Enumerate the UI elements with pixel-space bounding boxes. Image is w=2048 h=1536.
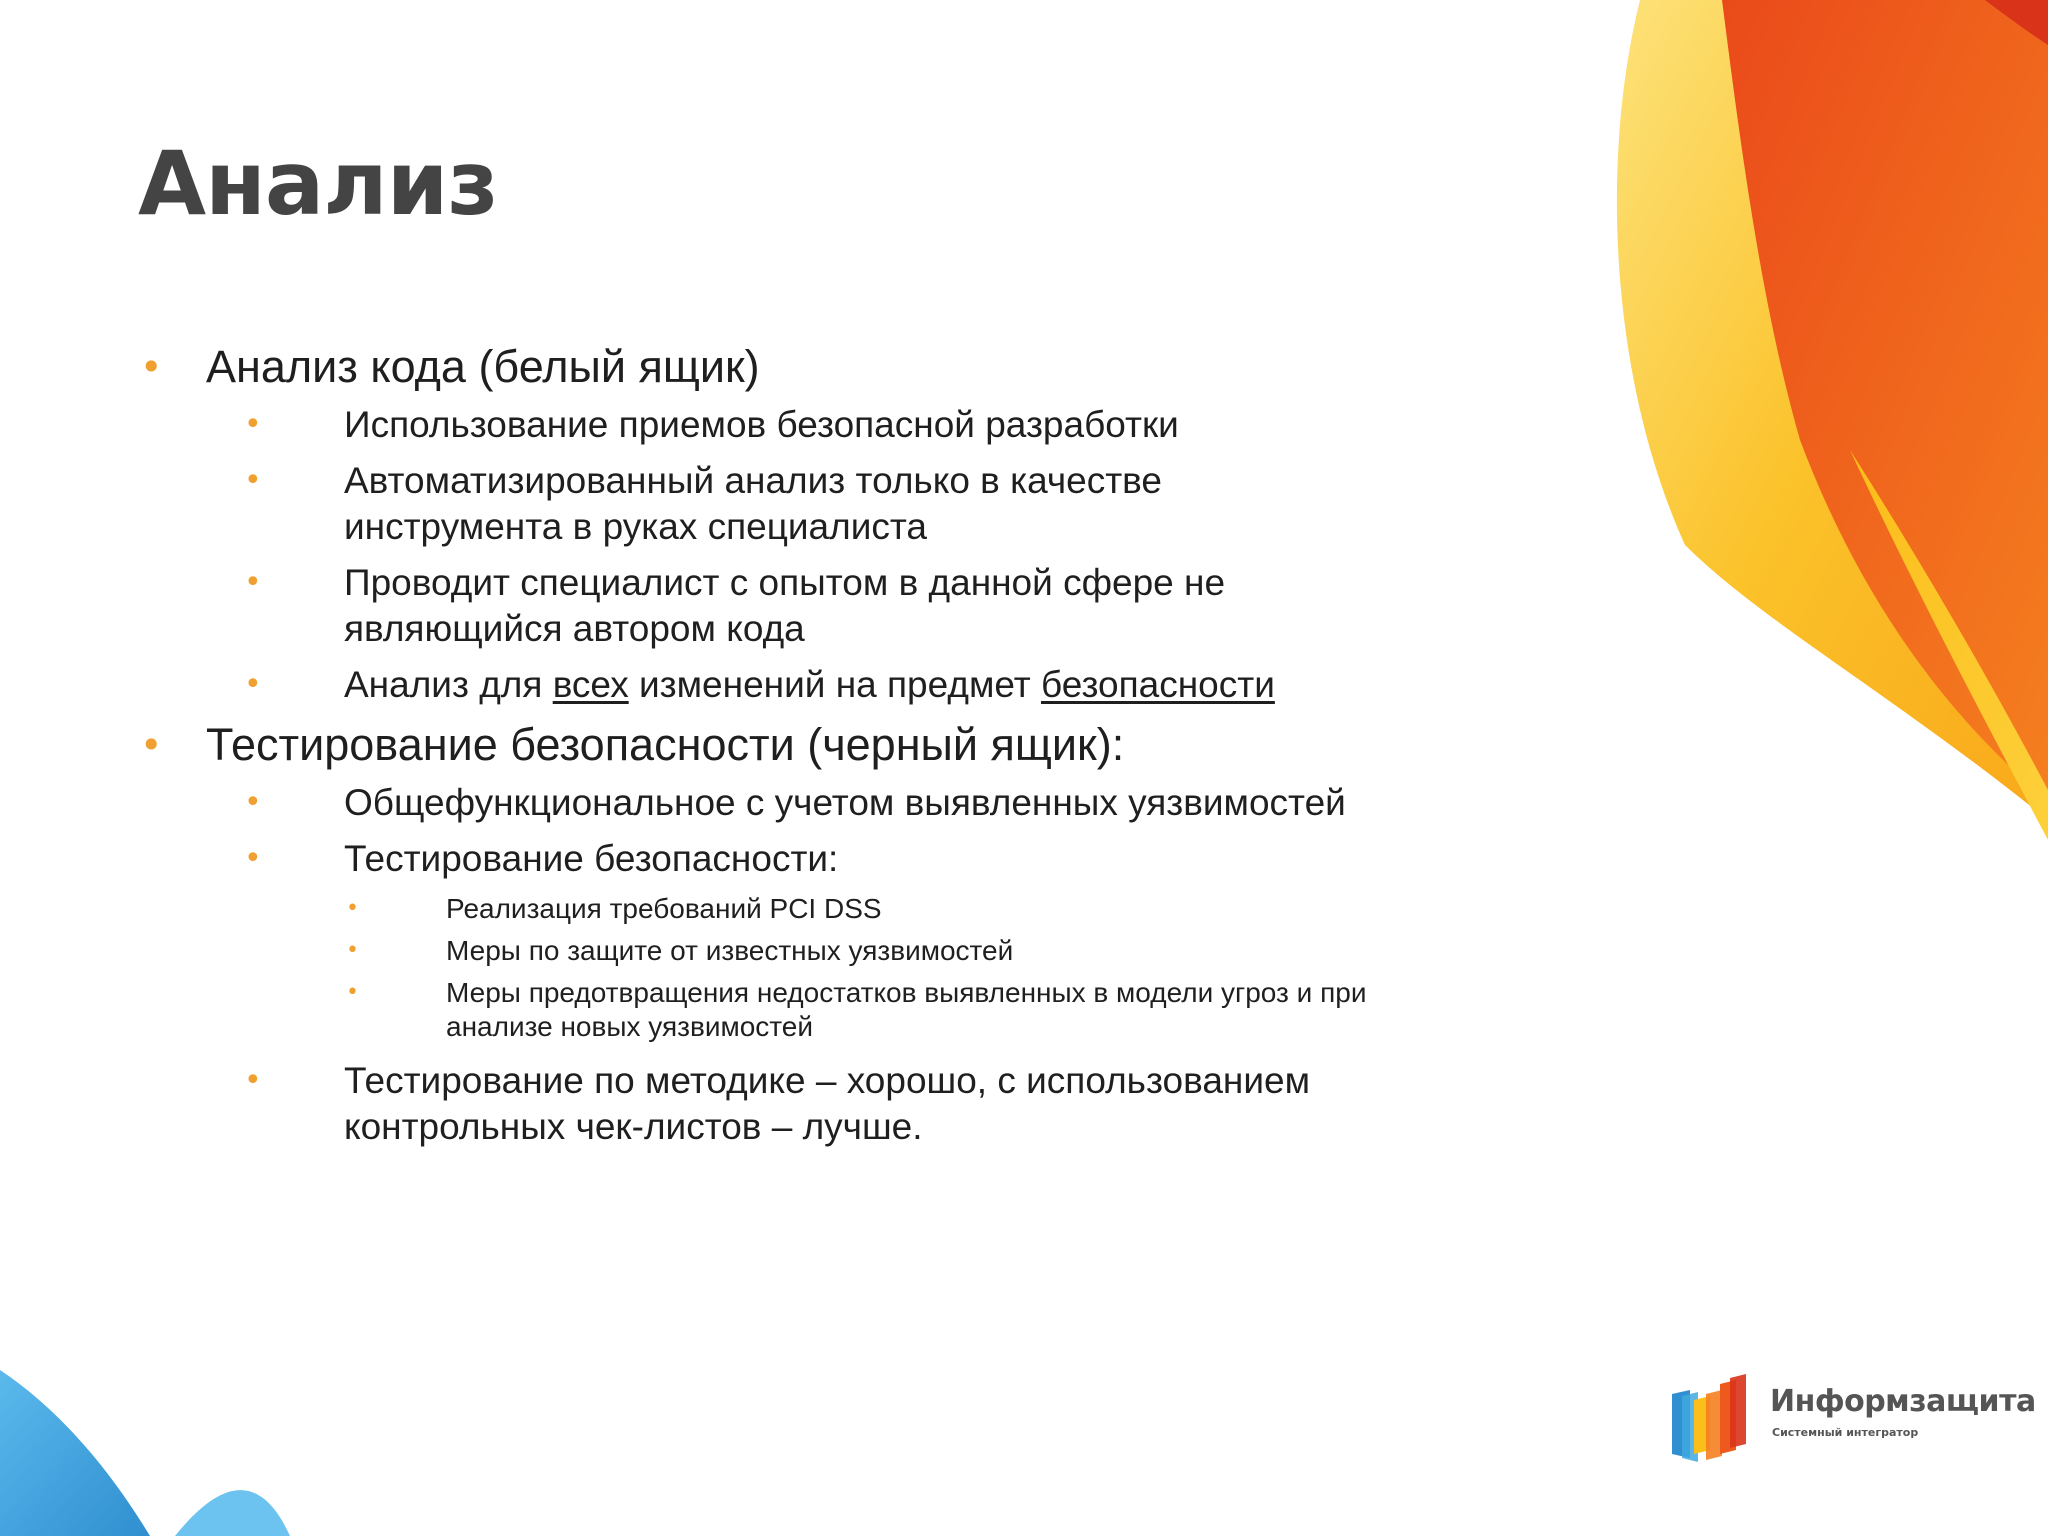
- bullet-icon: •: [140, 345, 163, 389]
- bullet-icon: •: [244, 841, 262, 876]
- section-label: Анализ кода (белый ящик): [206, 341, 760, 392]
- item-text-part: изменений на предмет: [628, 664, 1041, 705]
- item-text: Использование приемов безопасной разработки: [344, 404, 1179, 445]
- list-item: [138, 934, 1398, 968]
- list-item-section-1: [138, 340, 1398, 394]
- list-item-section-2: [138, 718, 1398, 772]
- slide-content: [138, 340, 1398, 1160]
- bullet-icon: •: [244, 407, 262, 442]
- logo-tagline: Системный интегратор: [1772, 1426, 1919, 1439]
- section-label: Тестирование безопасности (черный ящик):: [206, 719, 1125, 770]
- bullet-icon: •: [244, 463, 262, 498]
- list-item: [138, 780, 1398, 826]
- decor-blue-shape-2: [175, 1490, 290, 1536]
- list-item: [138, 976, 1398, 1044]
- bullet-icon: •: [140, 723, 163, 767]
- item-text: Автоматизированный анализ только в качестве инструмента в руках специалиста: [344, 460, 1162, 547]
- list-item: [138, 892, 1398, 926]
- item-text-underlined: всех: [552, 664, 629, 705]
- list-item: [138, 1058, 1398, 1150]
- bullet-icon: •: [244, 565, 262, 600]
- logo-mark-icon: [1668, 1370, 1764, 1465]
- bullet-icon: •: [346, 938, 359, 963]
- item-text-underlined: безопасности: [1040, 664, 1275, 705]
- item-text: Тестирование безопасности:: [344, 838, 839, 879]
- bullet-icon: •: [346, 896, 359, 921]
- company-logo: [1668, 1370, 2036, 1465]
- list-item: [138, 458, 1398, 550]
- bullet-icon: •: [244, 667, 262, 702]
- subitem-text: Меры предотвращения недостатков выявленных в модели угроз и при анализе новых уязвимостей: [446, 977, 1367, 1042]
- logo-name: Информзащита: [1770, 1384, 2036, 1419]
- item-text-part: Анализ для: [344, 664, 553, 705]
- bullet-icon: •: [244, 1063, 262, 1098]
- item-text: Проводит специалист с опытом в данной сфере не являющийся автором кода: [344, 562, 1226, 649]
- decor-blue-shape: [0, 1370, 150, 1536]
- list-item: [138, 402, 1398, 448]
- bullet-list: [138, 340, 1398, 1150]
- item-text: Общефункциональное с учетом выявленных уязвимостей: [344, 782, 1346, 823]
- slide-title: Анализ: [138, 132, 498, 235]
- item-text: Тестирование по методике – хорошо, с использованием контрольных чек-листов – лучше.: [344, 1060, 1311, 1147]
- bullet-icon: •: [346, 980, 359, 1005]
- list-item: [138, 662, 1398, 708]
- bullet-icon: •: [244, 785, 262, 820]
- item-text: [240, 662, 1398, 708]
- subitem-text: Меры по защите от известных уязвимостей: [446, 935, 1014, 966]
- subitem-text: Реализация требований PCI DSS: [446, 893, 882, 924]
- list-item: [138, 836, 1398, 882]
- list-item: [138, 560, 1398, 652]
